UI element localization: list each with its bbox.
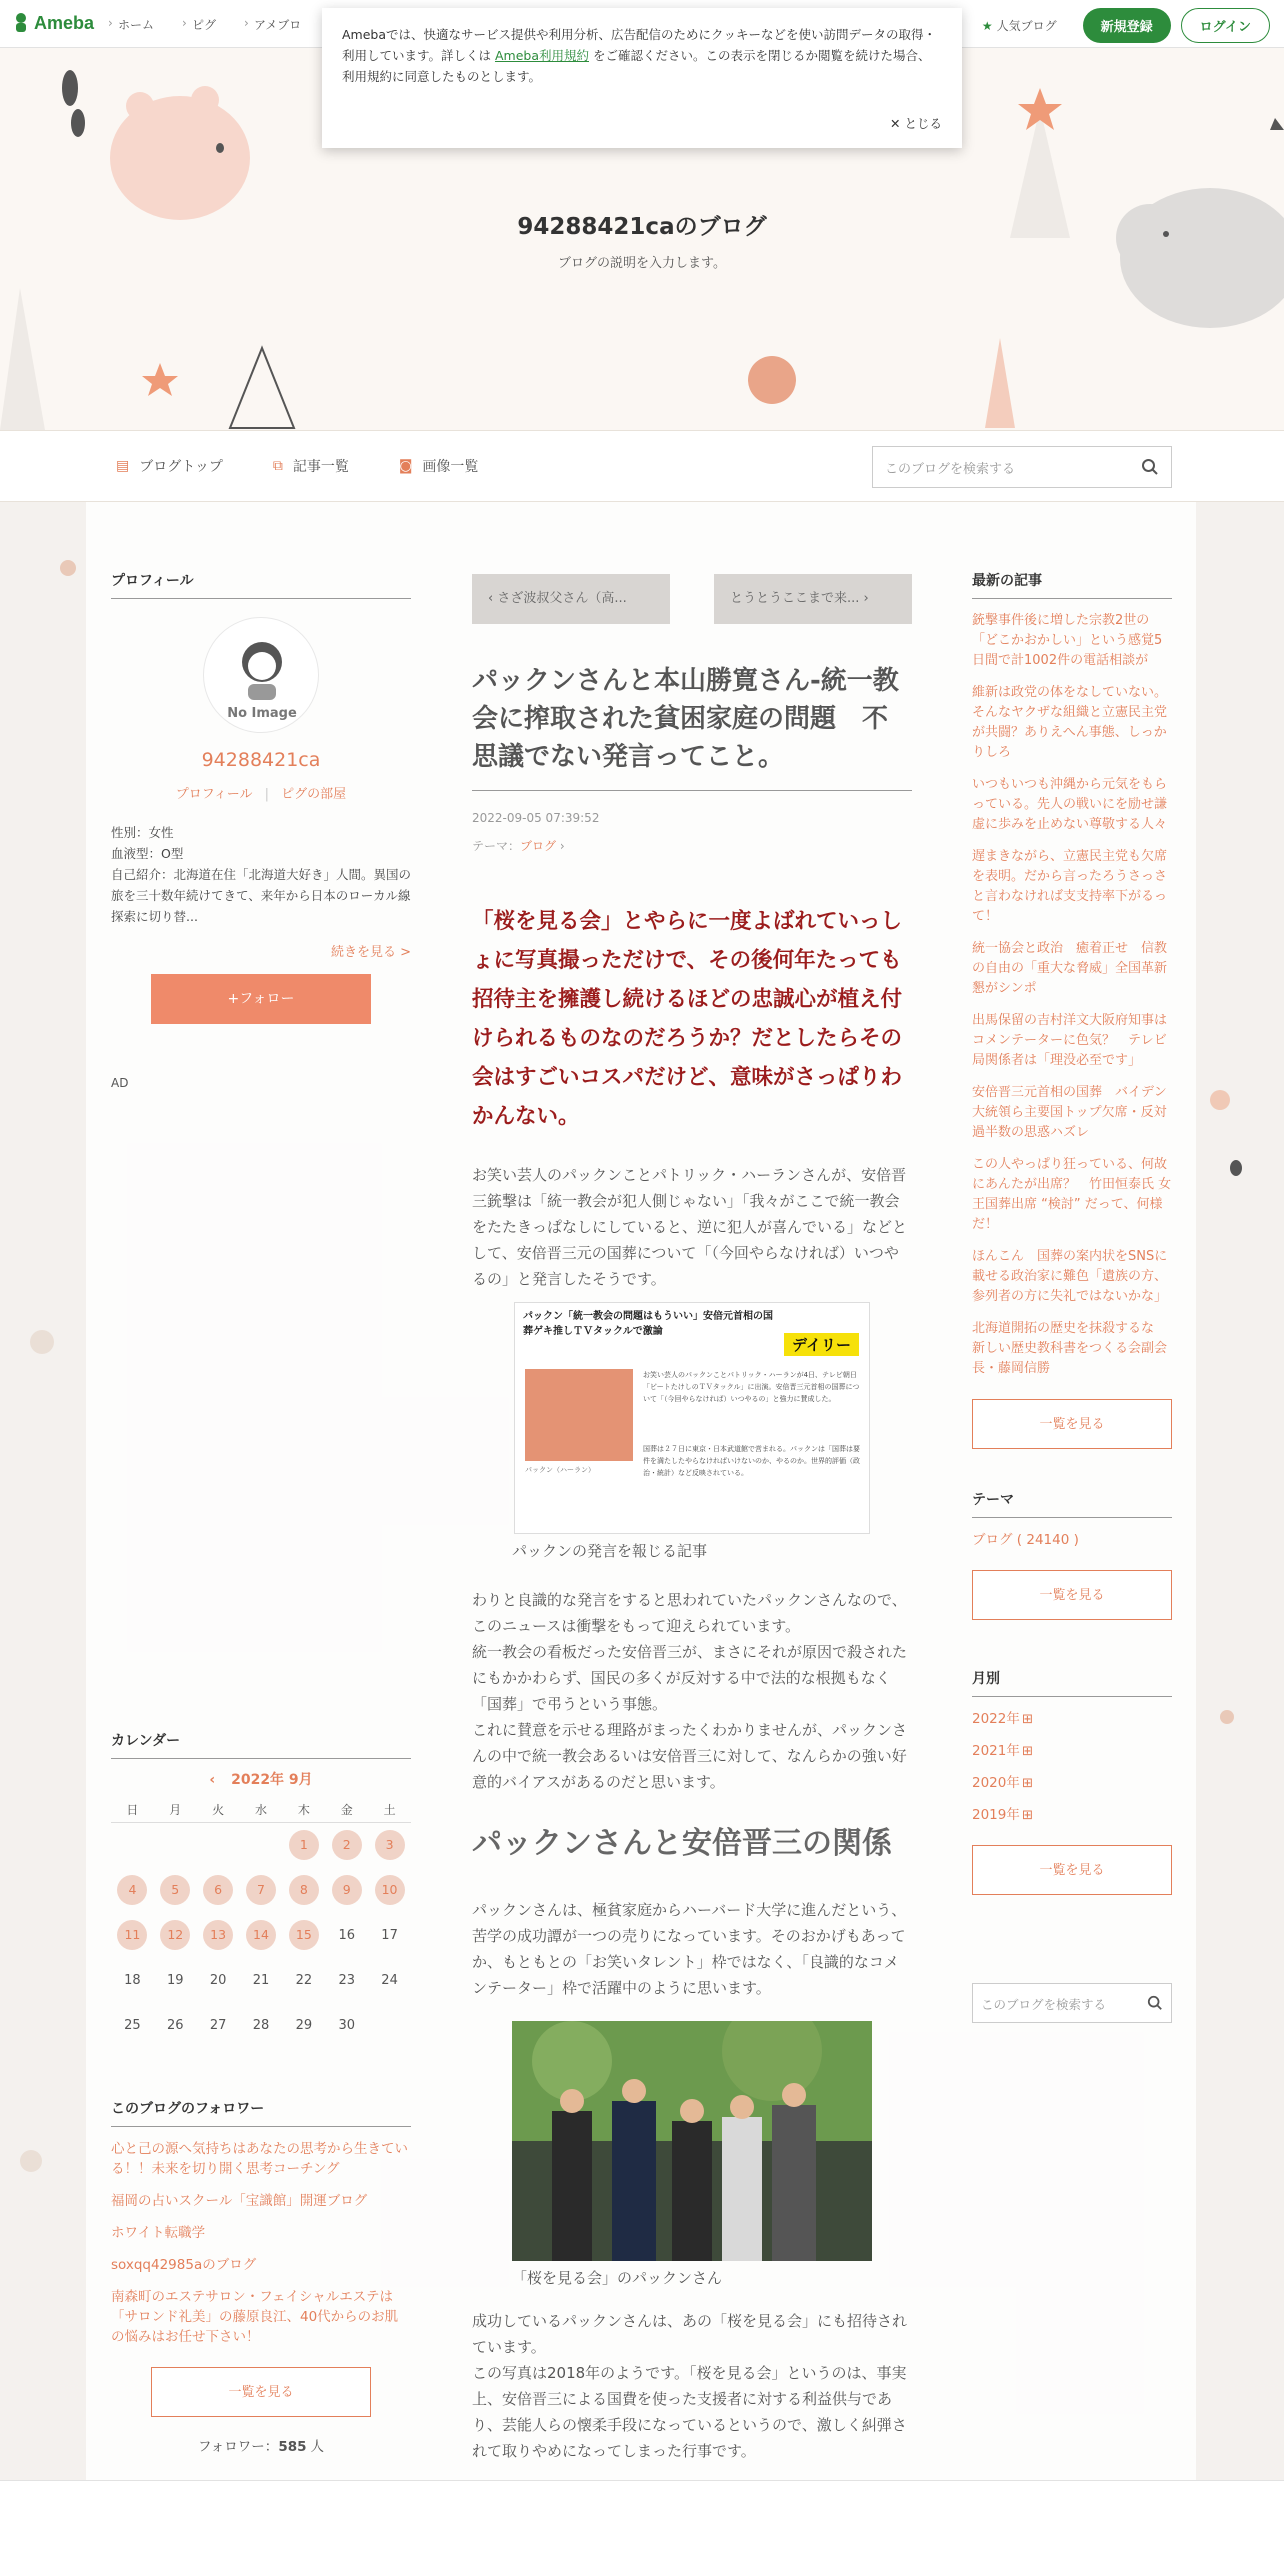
recent-entry-link[interactable]: いつもいつも沖縄から元気をもらっている。先人の戦いにを励せ謙虚に歩みを止めない尊敬する人々 (972, 777, 1168, 832)
copy-icon: ⧉ (272, 458, 283, 474)
follower-blog-link[interactable]: ホワイト転職学 (111, 2225, 206, 2241)
calendar-day[interactable] (282, 1913, 325, 1958)
calendar-day[interactable] (282, 1868, 325, 1913)
decor-dot (1210, 1090, 1230, 1110)
follower-blog-link[interactable]: soxqq42985aのブログ (111, 2257, 257, 2273)
calendar-day-number: 14 (246, 1920, 276, 1950)
entry-theme: テーマ：ブログ › (472, 839, 565, 853)
crown-icon: ★ (981, 18, 993, 33)
calendar-day-number: 11 (117, 1920, 147, 1950)
follower-count-value: 585 (278, 2439, 307, 2455)
monthly-archive-label: 2019年 (972, 1807, 1020, 1823)
expand-plus-icon[interactable]: ⊞ (1021, 1743, 1034, 1759)
follower-blog-link[interactable]: 心と己の源へ気持ちはあなたの思考から生きている！！未来を切り開く思考コーチング (111, 2141, 408, 2177)
profile-info (111, 822, 411, 927)
calendar-weekday: 水 (240, 1797, 283, 1823)
calendar-weekday: 日 (111, 1797, 154, 1823)
calendar-day[interactable] (240, 1913, 283, 1958)
cookie-close-label: とじる (904, 116, 942, 131)
monthly-see-all-button[interactable]: 一覧を見る (972, 1845, 1172, 1895)
recent-entry-link[interactable]: 北海道開拓の歴史を抹殺するな 新しい歴史教科書をつくる会副会長・藤岡信勝 (972, 1321, 1168, 1376)
calendar-day (325, 1913, 368, 1958)
blog-global-nav (0, 430, 1284, 502)
profile-heading: プロフィール (111, 570, 411, 599)
calendar-day-number: 24 (381, 1973, 398, 1988)
calendar-day (325, 2003, 368, 2048)
main-article (472, 502, 912, 2464)
theme-heading: テーマ (972, 1489, 1172, 1518)
calendar-day-number: 1 (289, 1830, 319, 1860)
gnav-blog-top-label: ブログトップ (139, 459, 223, 475)
profile-blood: 血液型：O型 (111, 846, 184, 861)
search-icon[interactable] (1147, 1995, 1163, 2011)
cookie-close-button[interactable] (890, 113, 942, 134)
right-sidebar (972, 502, 1172, 2023)
recent-entry-link[interactable]: 維新は政党の体をなしていない。そんなヤクザな組織と立憲民主党が共闘？ありえへん事態、しっかりしろ (972, 685, 1168, 760)
popular-blogs-link[interactable] (982, 17, 1057, 34)
entry-paragraph-3: パックンさんは、極貧家庭からハーバード大学に進んだという、苦学の成功譚が一つの売りになっています。そのおかげもあってか、もともとの「お笑いタレント」枠ではなく、「良識的なコメンテーター」枠で活躍中のように思います。 (472, 1901, 907, 1997)
calendar-day-number: 23 (338, 1973, 355, 1988)
calendar-day-number: 27 (209, 2018, 227, 2033)
monthly-archive-label: 2022年 (972, 1711, 1020, 1727)
news-screenshot-image (514, 1302, 870, 1534)
calendar-day (240, 2003, 283, 2048)
calendar-day (240, 1958, 283, 2003)
calendar-day[interactable] (368, 1823, 411, 1868)
expand-plus-icon[interactable]: ⊞ (1021, 1711, 1034, 1727)
calendar-prev-icon[interactable]: ‹ (209, 1772, 216, 1788)
calendar-day-number: 12 (160, 1920, 190, 1950)
close-icon: ✕ (890, 116, 901, 131)
calendar-day[interactable] (325, 1823, 368, 1868)
document-icon: ▤ (116, 458, 130, 474)
calendar-month (111, 1769, 411, 1789)
calendar-day (368, 1958, 411, 2003)
calendar-day-number: 29 (295, 2018, 313, 2033)
calendar-day-number: 17 (381, 1928, 398, 1943)
calendar-day[interactable] (154, 1868, 197, 1913)
calendar-day (154, 1823, 197, 1868)
follower-blog-link[interactable]: 福岡の占いスクール「宝識館」開運ブログ (111, 2193, 368, 2209)
calendar-day-number: 5 (160, 1875, 190, 1905)
calendar-day (282, 1958, 325, 2003)
profile-links: プロフィール | ピグの部屋 (175, 787, 347, 802)
calendar-day[interactable] (111, 1868, 154, 1913)
chevron-right-icon: › (859, 591, 869, 606)
recent-entry-link[interactable]: この人やっぱり狂っている、何故にあんたが出席？ 竹田恒泰氏 女王国葬出席 “検討” だって、何様だ！ (972, 1157, 1172, 1232)
follower-count-label: フォロワー： (197, 2439, 279, 2455)
calendar-day (111, 2003, 154, 2048)
calendar-weekday: 火 (197, 1797, 240, 1823)
sidebar-search-input[interactable] (972, 1983, 1172, 2023)
top-nav-home[interactable]: › ホーム (108, 16, 154, 33)
calendar-day (197, 1958, 240, 2003)
blog-search-input[interactable] (872, 446, 1172, 488)
entry-paragraph-2: わりと良識的な発言をすると思われていたパックンさんなので、このニュースは衝撃をもって迎えられています。 統一教会の看板だった安倍晋三が、まさにそれが原因で殺されたにもかかわらず、国民の多くが反対する中で法的な根拠もなく「国葬」で弔うという事態。 これに賛意を示せる理路がまったくわかりませんが、パックンさんの中で統一教会あるいは安倍晋三に対して、なんらかの強い好意的バイアスがあるのだと思います。 (472, 1591, 908, 1791)
news-caption: パックンの発言を報じる記事 (512, 1542, 708, 1560)
recent-see-all-button[interactable]: 一覧を見る (972, 1399, 1172, 1449)
calendar-day[interactable] (240, 1868, 283, 1913)
decor-dot (1220, 1710, 1234, 1724)
monthly-archive-item[interactable] (972, 1805, 1172, 1825)
popular-label: 人気ブログ (996, 19, 1057, 33)
follower-count-unit: 人 (310, 2439, 324, 2455)
news-headline: パックン「統一教会の問題はもういい」安倍元首相の国葬ゲキ推しＴＶタックルで激論 (523, 1311, 773, 1337)
follow-button[interactable]: +フォロー (151, 974, 371, 1024)
monthly-archive-item[interactable] (972, 1773, 1172, 1793)
blog-description: ブログの説明を入力します。 (558, 256, 726, 271)
camera-icon: ◙ (398, 458, 413, 474)
news-body-2: 国葬は２７日に東京・日本武道館で営まれる。パックンは「国葬は要件を満たしたやらなければいけないのか、やるのか。世界的評価（政治・統計）など反映されている。 (643, 1445, 860, 1477)
calendar-day[interactable] (197, 1868, 240, 1913)
calendar-day-number: 18 (124, 1973, 141, 1988)
next-entry-label: とうとうここまで来... (730, 591, 860, 606)
monthly-archive-label: 2021年 (972, 1743, 1020, 1759)
calendar-weekday: 月 (154, 1797, 197, 1823)
calendar-day-number: 6 (203, 1875, 233, 1905)
recent-entries-list (972, 611, 1172, 1379)
top-nav-ameblo[interactable]: › アメブロ (244, 16, 301, 33)
monthly-archive-label: 2020年 (972, 1775, 1020, 1791)
ameba-logo-icon (12, 12, 30, 34)
calendar-day[interactable] (325, 1868, 368, 1913)
calendar-day-number: 8 (289, 1875, 319, 1905)
sidebar-search-placeholder: このブログを検索する (981, 1997, 1107, 2012)
monthly-archive-item[interactable] (972, 1709, 1172, 1729)
calendar-day-number: 4 (117, 1875, 147, 1905)
followers-heading: このブログのフォロワー (111, 2098, 411, 2127)
expand-plus-icon[interactable]: ⊞ (1021, 1807, 1034, 1823)
recent-entry-link[interactable]: 遅まきながら、立憲民主党も欠席を表明。だから言ったろうさっさと言わなければ支支持率下がるって！ (972, 849, 1168, 924)
entry-pager (472, 574, 912, 624)
decor-dot (60, 560, 76, 576)
prev-entry-label: さざ波叔父さん（高... (497, 591, 627, 606)
followers-see-all-button[interactable]: 一覧を見る (151, 2367, 371, 2417)
entry-paragraph-1: お笑い芸人のパックンことパトリック・ハーランさんが、安倍晋三銃撃は「統一教会が犯人側じゃない」「我々がここで統一教会をたたきっぱなしにしていると、逆に犯人が喜んでいる」などとして、安倍晋三元の国葬について「（今回やらなければ）いつやるの」と発言したそうです。 (472, 1166, 908, 1288)
recent-entry-link[interactable]: 安倍晋三元首相の国葬 バイデン大統領ら主要国トップ欠席・反対過半数の思惑ハズレ (972, 1085, 1167, 1140)
profile-more-link[interactable]: 続きを見る > (330, 945, 411, 960)
chevron-left-icon: ‹ (488, 591, 498, 606)
top-nav (108, 16, 301, 33)
calendar-day[interactable] (368, 1868, 411, 1913)
calendar-day (325, 1958, 368, 2003)
ad-label: AD (111, 1076, 129, 1090)
gnav-image-list[interactable] (399, 456, 479, 476)
terms-link[interactable]: Ameba利用規約 (494, 48, 589, 63)
news-body: お笑い芸人のパックンことパトリック・ハーランが4日、テレビ朝日「ビートたけしのＴＶタックル」に出演。安倍晋三元首相の国葬について「（今回やらなければ）いつやるの」と強力に賛成した。 (643, 1371, 860, 1403)
search-placeholder: このブログを検索する (885, 462, 1016, 477)
recent-heading: 最新の記事 (972, 570, 1172, 599)
cookie-notice (322, 8, 962, 148)
gnav-image-list-label: 画像一覧 (422, 459, 479, 475)
calendar-day-number: 26 (167, 2018, 184, 2033)
calendar-day (154, 2003, 197, 2048)
calendar-day-number: 30 (338, 2018, 355, 2033)
follower-blog-link[interactable]: 南森町のエステサロン・フェイシャルエステは「サロンド礼美」の藤原良江、40代からのお肌の悩みはお任せ下さい！ (111, 2289, 399, 2345)
calendar-day-number: 20 (209, 1973, 227, 1988)
search-icon[interactable] (1141, 458, 1159, 476)
signup-button[interactable]: 新規登録 (1083, 8, 1171, 43)
calendar-month-label: 2022年 9月 (231, 1772, 313, 1788)
calendar-day (111, 1958, 154, 2003)
calendar-day-number: 7 (246, 1875, 276, 1905)
gnav-entry-list[interactable] (273, 456, 349, 476)
prev-entry-link[interactable] (472, 574, 670, 624)
gnav-blog-top[interactable] (116, 456, 223, 476)
calendar-day (197, 1823, 240, 1868)
photo-caption: 「桜を見る会」のパックンさん (512, 2269, 723, 2287)
calendar-day-number: 15 (289, 1920, 319, 1950)
theme-see-all-button[interactable]: 一覧を見る (972, 1570, 1172, 1620)
monthly-archive-list (972, 1709, 1172, 1825)
news-person-photo (525, 1369, 633, 1461)
calendar-heading: カレンダー (111, 1730, 411, 1759)
calendar-weekday: 木 (282, 1797, 325, 1823)
pigg-room-link[interactable]: ピグの部屋 (281, 787, 347, 802)
gnav-items (116, 456, 478, 476)
profile-gender: 性別：女性 (111, 825, 174, 840)
expand-plus-icon[interactable]: ⊞ (1021, 1775, 1034, 1791)
news-source-logo: デイリー (784, 1333, 859, 1356)
cherry-blossom-party-photo (512, 2021, 872, 2261)
profile-intro: 自己紹介：北海道在住「北海道大好き」人間。異国の旅を三十数年続けてきて、来年から日本のローカル線探索に切り替... (111, 867, 412, 924)
calendar-weekday: 金 (325, 1797, 368, 1823)
calendar-day[interactable] (282, 1823, 325, 1868)
calendar-day-number: 16 (338, 1928, 355, 1943)
calendar-day[interactable] (154, 1913, 197, 1958)
monthly-archive-item[interactable] (972, 1741, 1172, 1761)
entry-lead: 「桜を見る会」とやらに一度よばれていっしょに写真撮っただけで、その後何年たっても招待主を擁護し続けるほどの忠誠心が植え付けられるものなのだろうか？だとしたらその会はすごいコスパだけど、意味がさっぱりわかんない。 (472, 909, 903, 1129)
entry-paragraph-4: 成功しているパックンさんは、あの「桜を見る会」にも招待されています。 この写真は2018年のようです。「桜を見る会」というのは、事実上、安倍晋三による国費を使った支援者に対する利益供与であり、芸能人らの懐柔手段になっているというので、激しく糾弾されて取りやめになってしまった行事です。 (472, 2312, 908, 2460)
avatar-text: No Image (227, 706, 297, 721)
follower-count (111, 2435, 411, 2455)
recent-entry-link[interactable]: 出馬保留の吉村洋文大阪府知事はコメンテーターに色気？ テレビ局関係者は「理没必至です」 (972, 1013, 1168, 1068)
entry-theme-label: テーマ： (472, 839, 521, 853)
left-sidebar (111, 502, 411, 2455)
calendar-day-number: 21 (252, 1973, 270, 1988)
profile-name[interactable]: 94288421ca (201, 749, 321, 771)
calendar-day-number: 19 (167, 1973, 184, 1988)
calendar-day-number: 22 (295, 1973, 313, 1988)
calendar-day (154, 1958, 197, 2003)
recent-entry-link[interactable]: ほんこん 国葬の案内状をSNSに載せる政治家に難色「遺族の方、参列者の方に失礼ではないかな」 (972, 1249, 1168, 1304)
page-bottom-bar (0, 2480, 1284, 2568)
login-button[interactable]: ログイン (1181, 8, 1270, 43)
entry-subheading: パックンさんと安倍晋三の関係 (472, 1826, 892, 1861)
recent-entry-link[interactable]: 統一協会と政治 癒着正せ 信教の自由の「重大な脅威」全国革新懇がシンポ (972, 941, 1168, 996)
follower-list (111, 2139, 411, 2347)
profile-link[interactable]: プロフィール (175, 787, 253, 802)
group-photo-illustration (512, 2021, 872, 2261)
calendar-day-number: 3 (375, 1830, 405, 1860)
calendar-weekday: 土 (368, 1797, 411, 1823)
calendar-day-number: 10 (375, 1875, 405, 1905)
entry-title[interactable]: パックンさんと本山勝寛さん-統一教会に搾取された貧困家庭の問題 不思議でない発言ってこと。 (472, 662, 912, 791)
entry-theme-link[interactable]: ブログ (520, 839, 557, 853)
calendar-day (111, 1823, 154, 1868)
calendar-day[interactable] (197, 1913, 240, 1958)
calendar-day (368, 2003, 411, 2048)
calendar-day-number: 2 (332, 1830, 362, 1860)
monthly-heading: 月別 (972, 1668, 1172, 1697)
calendar-day[interactable] (111, 1913, 154, 1958)
gnav-entry-list-label: 記事一覧 (292, 459, 349, 475)
entry-date: 2022-09-05 07:39:52 (472, 811, 600, 825)
decor-dot (1230, 1160, 1242, 1176)
avatar[interactable] (203, 617, 319, 733)
calendar-day-number: 13 (203, 1920, 233, 1950)
next-entry-link[interactable] (714, 574, 912, 624)
cookie-text-after: をご確認ください。この表示を閉じるか閲覧を続けた場合、利用規約に同意したものとします。 (342, 48, 931, 84)
ameba-logo[interactable] (12, 12, 94, 34)
theme-blog-link[interactable]: ブログ ( 24140 ) (972, 1532, 1079, 1548)
blog-title[interactable]: 94288421caのブログ (517, 214, 767, 240)
calendar-grid (111, 1797, 411, 2048)
calendar-day (240, 1823, 283, 1868)
decor-dot (20, 2150, 42, 2172)
top-nav-pigg[interactable]: › ピグ (182, 16, 216, 33)
decor-dot (30, 1330, 54, 1354)
top-right (982, 8, 1270, 43)
calendar-day (197, 2003, 240, 2048)
logo-text: Ameba (34, 12, 95, 33)
cookie-text-before: Amebaでは、快適なサービス提供や利用分析、広告配信のためにクッキーなどを使い訪問データの取得・利用しています。詳しくは (342, 27, 937, 63)
recent-entry-link[interactable]: 銃撃事件後に増した宗教2世の「どこかおかしい」という感覚5日間で計1002件の電話相談が (972, 613, 1163, 668)
calendar-day (368, 1913, 411, 1958)
calendar-day (282, 2003, 325, 2048)
calendar-day-number: 9 (332, 1875, 362, 1905)
news-person-caption: パックン（ハーラン） (525, 1466, 595, 1474)
calendar-day-number: 25 (124, 2018, 141, 2033)
calendar-day-number: 28 (252, 2018, 270, 2033)
